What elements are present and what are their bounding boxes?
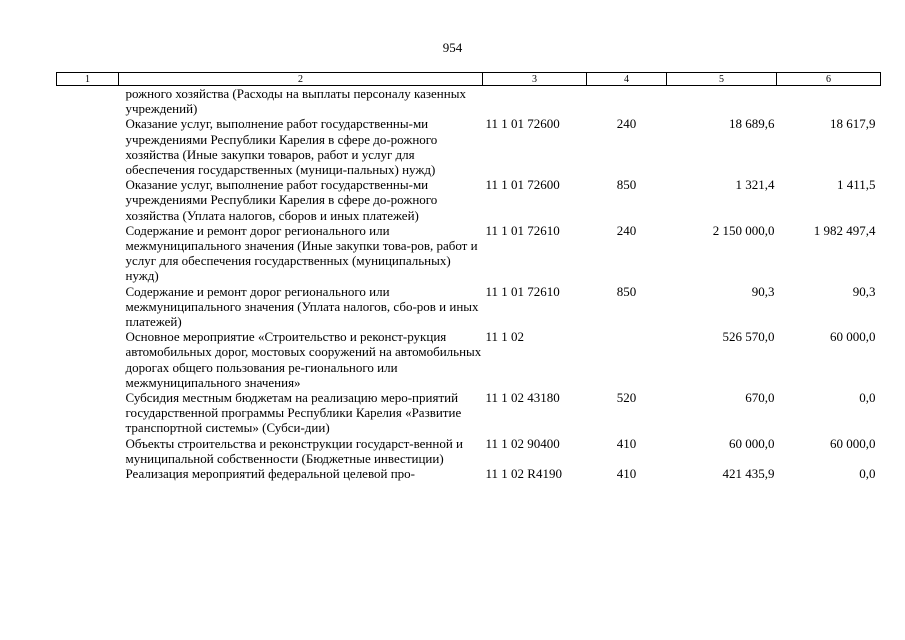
row-vr-cell: 410 (616, 435, 637, 451)
row-vr-cell (587, 86, 667, 117)
table-row (57, 466, 881, 481)
row-sum2-cell: 60 000,0 (830, 435, 876, 451)
col-header-4: 4 (587, 73, 667, 86)
row-sum1-cell: 1 321,4 (735, 177, 775, 193)
page-number: 954 (442, 40, 463, 55)
row-sum2-cell: 90,3 (852, 283, 876, 299)
row-sum2-cell: 18 617,9 (830, 116, 876, 132)
row-blank-cell (57, 223, 119, 284)
row-sum1-cell: 2 150 000,0 (712, 222, 775, 238)
row-name-cell: Реализация мероприятий федеральной целевой про- (125, 466, 415, 482)
row-name-cell: Содержание и ремонт дорог регионального или межмуниципального значения (Уплата налогов, сбо-ров и иных платежей) (125, 283, 479, 330)
row-vr-cell: 240 (616, 222, 637, 238)
row-vr-cell: 410 (616, 466, 637, 482)
row-code-cell: 11 1 02 (485, 329, 525, 345)
row-name-cell: Оказание услуг, выполнение работ государственны-ми учреждениями Республики Карелия в сфере до-рожного хозяйства (Уплата налогов, сборов и иных платежей) (125, 177, 438, 223)
row-code-cell: 11 1 01 72610 (485, 222, 560, 238)
row-vr-cell (587, 329, 667, 390)
row-blank-cell (57, 177, 119, 223)
table-row (57, 284, 881, 330)
row-code-cell (483, 86, 587, 117)
table-row (57, 390, 881, 436)
table-row (57, 223, 881, 284)
row-name-cell: Субсидия местным бюджетам на реализацию меро-приятий государственной программы Республики Карелия «Развитие транспортной системы» (Субси-дии) (125, 390, 462, 436)
col-header-6: 6 (777, 73, 881, 86)
row-code-cell: 11 1 02 43180 (485, 390, 560, 406)
row-sum2-cell: 1 411,5 (836, 177, 876, 193)
budget-table (56, 72, 881, 481)
row-sum1-cell: 670,0 (745, 390, 775, 406)
table-row (57, 177, 881, 223)
table-row (57, 86, 881, 117)
row-blank-cell (57, 329, 119, 390)
col-header-2: 2 (119, 73, 483, 86)
table-row (57, 329, 881, 390)
row-vr-cell: 240 (616, 116, 637, 132)
row-vr-cell: 520 (616, 390, 637, 406)
row-sum1-cell: 421 435,9 (722, 466, 775, 482)
row-blank-cell (57, 284, 119, 330)
row-sum1-cell (667, 86, 777, 117)
row-name-cell: Основное мероприятие «Строительство и реконст-рукция автомобильных дорог, мостовых сооружений на автомобильных дорогах общего пользования ре-гионального или межмуниципального значения» (125, 329, 482, 390)
row-blank-cell (57, 86, 119, 117)
row-code-cell: 11 1 01 72610 (485, 283, 560, 299)
row-blank-cell (57, 390, 119, 436)
table-row (57, 436, 881, 466)
header-row (57, 73, 881, 86)
table-row (57, 116, 881, 177)
row-vr-cell: 850 (616, 177, 637, 193)
row-code-cell: 11 1 01 72600 (485, 116, 560, 132)
row-blank-cell (57, 436, 119, 466)
row-name-cell: Оказание услуг, выполнение работ государственны-ми учреждениями Республики Карелия в сфере до-рожного хозяйства (Иные закупки товаров, работ и услуг для обеспечения государственных (муници-пальных) нужд) (125, 116, 438, 178)
row-name-cell: Объекты строительства и реконструкции государст-венной и муниципальной собственности (Бюджетные инвестиции) (125, 435, 464, 466)
row-sum1-cell: 90,3 (751, 283, 775, 299)
row-sum2-cell: 1 982 497,4 (813, 222, 876, 238)
row-sum1-cell: 18 689,6 (729, 116, 775, 132)
row-vr-cell: 850 (616, 283, 637, 299)
col-header-1: 1 (57, 73, 119, 86)
col-header-3: 3 (483, 73, 587, 86)
col-header-5: 5 (667, 73, 777, 86)
row-sum2-cell: 0,0 (859, 466, 876, 482)
row-sum2-cell: 0,0 (859, 390, 876, 406)
row-code-cell: 11 1 02 90400 (485, 435, 560, 451)
row-blank-cell (57, 116, 119, 177)
row-name-cell: Содержание и ремонт дорог регионального или межмуниципального значения (Иные закупки това-ров, работ и услуг для обеспечения государственных (муниципальных) нужд) (125, 222, 478, 284)
row-code-cell: 11 1 02 R4190 (485, 466, 562, 482)
row-sum2-cell (777, 86, 881, 117)
row-blank-cell (57, 466, 119, 481)
row-sum1-cell: 526 570,0 (722, 329, 775, 345)
row-name-cell: рожного хозяйства (Расходы на выплаты персоналу казенных учреждений) (125, 86, 466, 117)
row-sum1-cell: 60 000,0 (729, 435, 775, 451)
row-sum2-cell: 60 000,0 (830, 329, 876, 345)
row-code-cell: 11 1 01 72600 (485, 177, 560, 193)
